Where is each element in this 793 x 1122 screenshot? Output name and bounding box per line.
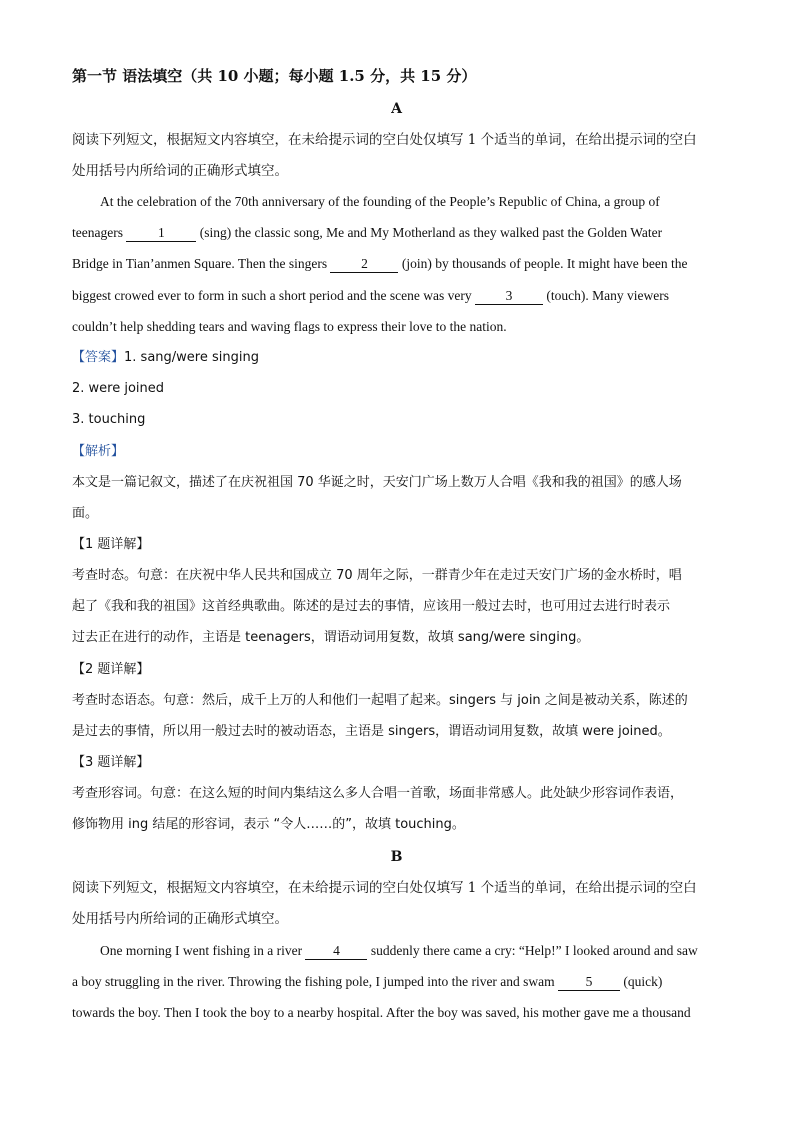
passage-a-line2-pre: teenagers (72, 225, 127, 240)
blank-5: 5 (558, 974, 620, 991)
passage-a-line2-post: (sing) the classic song, Me and My Motherland as they walked past the Golden Water (196, 225, 663, 240)
q2-line1: 考查时态语态。句意：然后，成千上万的人和他们一起唱了起来。singers 与 join 之间是被动关系，陈述的 (72, 693, 688, 708)
answer-2: 2. were joined (72, 381, 165, 396)
q2-label: 【2 题详解】 (72, 662, 150, 677)
passage-a-line4-pre: biggest crowed ever to form in such a short period and the scene was very (72, 288, 475, 303)
q1-line3: 过去正在进行的动作，主语是 teenagers，谓语动词用复数，故填 sang/were singing。 (72, 630, 590, 645)
passage-a-line4-post: (touch). Many viewers (543, 288, 669, 303)
analysis-line1: 本文是一篇记叙文，描述了在庆祝祖国 70 华诞之时，天安门广场上数万人合唱《我和我的祖国》的感人场 (72, 475, 682, 490)
passage-b-line3: towards the boy. Then I took the boy to a nearby hospital. After the boy was saved, his mother gave me a thousand (72, 1005, 691, 1020)
answer-label: 【答案】 (72, 350, 125, 365)
analysis-label: 【解析】 (72, 444, 125, 459)
q2-line2: 是过去的事情，所以用一般过去时的被动语态，主语是 singers，谓语动词用复数，故填 were joined。 (72, 724, 671, 739)
answer-1: 1. sang/were singing (124, 350, 259, 365)
instruction-a-line2: 处用括号内所给词的正确形式填空。 (72, 163, 288, 179)
passage-b-line1-pre: One morning I went fishing in a river (100, 943, 306, 958)
q1-line2: 起了《我和我的祖国》这首经典歌曲。陈述的是过去的事情，应该用一般过去时，也可用过去进行时表示 (72, 599, 671, 614)
instruction-b-line1: 阅读下列短文，根据短文内容填空，在未给提示词的空白处仅填写 1 个适当的单词，在给出提示词的空白 (72, 880, 697, 896)
passage-b-line2-post: (quick) (620, 974, 663, 989)
blank-4: 4 (305, 943, 367, 960)
instruction-a-line1: 阅读下列短文，根据短文内容填空，在未给提示词的空白处仅填写 1 个适当的单词，在给出提示词的空白 (72, 132, 697, 148)
passage-a-line5: couldn’t help shedding tears and waving flags to express their love to the nation. (72, 319, 507, 334)
blank-1: 1 (126, 225, 196, 242)
answer-line (72, 348, 732, 368)
q3-label: 【3 题详解】 (72, 755, 150, 770)
passage-a-line1: At the celebration of the 70th anniversary of the founding of the People’s Republic of China, a group of (100, 194, 660, 209)
passage-a-line4 (72, 286, 732, 306)
passage-b-line1 (100, 941, 760, 961)
passage-b-line2-pre: a boy struggling in the river. Throwing the fishing pole, I jumped into the river and swam (72, 974, 559, 989)
passage-b-line1-post: suddenly there came a cry: “Help!” I looked around and saw (367, 943, 698, 958)
q3-line2: 修饰物用 ing 结尾的形容词，表示 “令人……的”，故填 touching。 (72, 817, 465, 832)
passage-a-line2 (72, 223, 732, 243)
q1-line1: 考查时态。句意：在庆祝中华人民共和国成立 70 周年之际，一群青少年在走过天安门广场的金水桥时，唱 (72, 568, 682, 583)
section-title: 第一节 语法填空（共 10 小题；每小题 1.5 分，共 15 分） (72, 67, 477, 85)
passage-a-line3 (72, 254, 732, 274)
blank-3: 3 (475, 288, 543, 305)
part-a-label: A (391, 101, 402, 117)
passage-a-line3-post: (join) by thousands of people. It might have been the (398, 256, 688, 271)
blank-2: 2 (330, 256, 398, 273)
q1-label: 【1 题详解】 (72, 537, 150, 552)
passage-b-line2 (72, 972, 732, 992)
part-b-label: B (390, 849, 403, 865)
analysis-line2: 面。 (72, 506, 99, 521)
q3-line1: 考查形容词。句意：在这么短的时间内集结这么多人合唱一首歌，场面非常感人。此处缺少形容词作表语， (72, 786, 684, 801)
answer-3: 3. touching (72, 412, 146, 427)
instruction-b-line2: 处用括号内所给词的正确形式填空。 (72, 911, 288, 927)
passage-a-line3-pre: Bridge in Tian’anmen Square. Then the singers (72, 256, 331, 271)
